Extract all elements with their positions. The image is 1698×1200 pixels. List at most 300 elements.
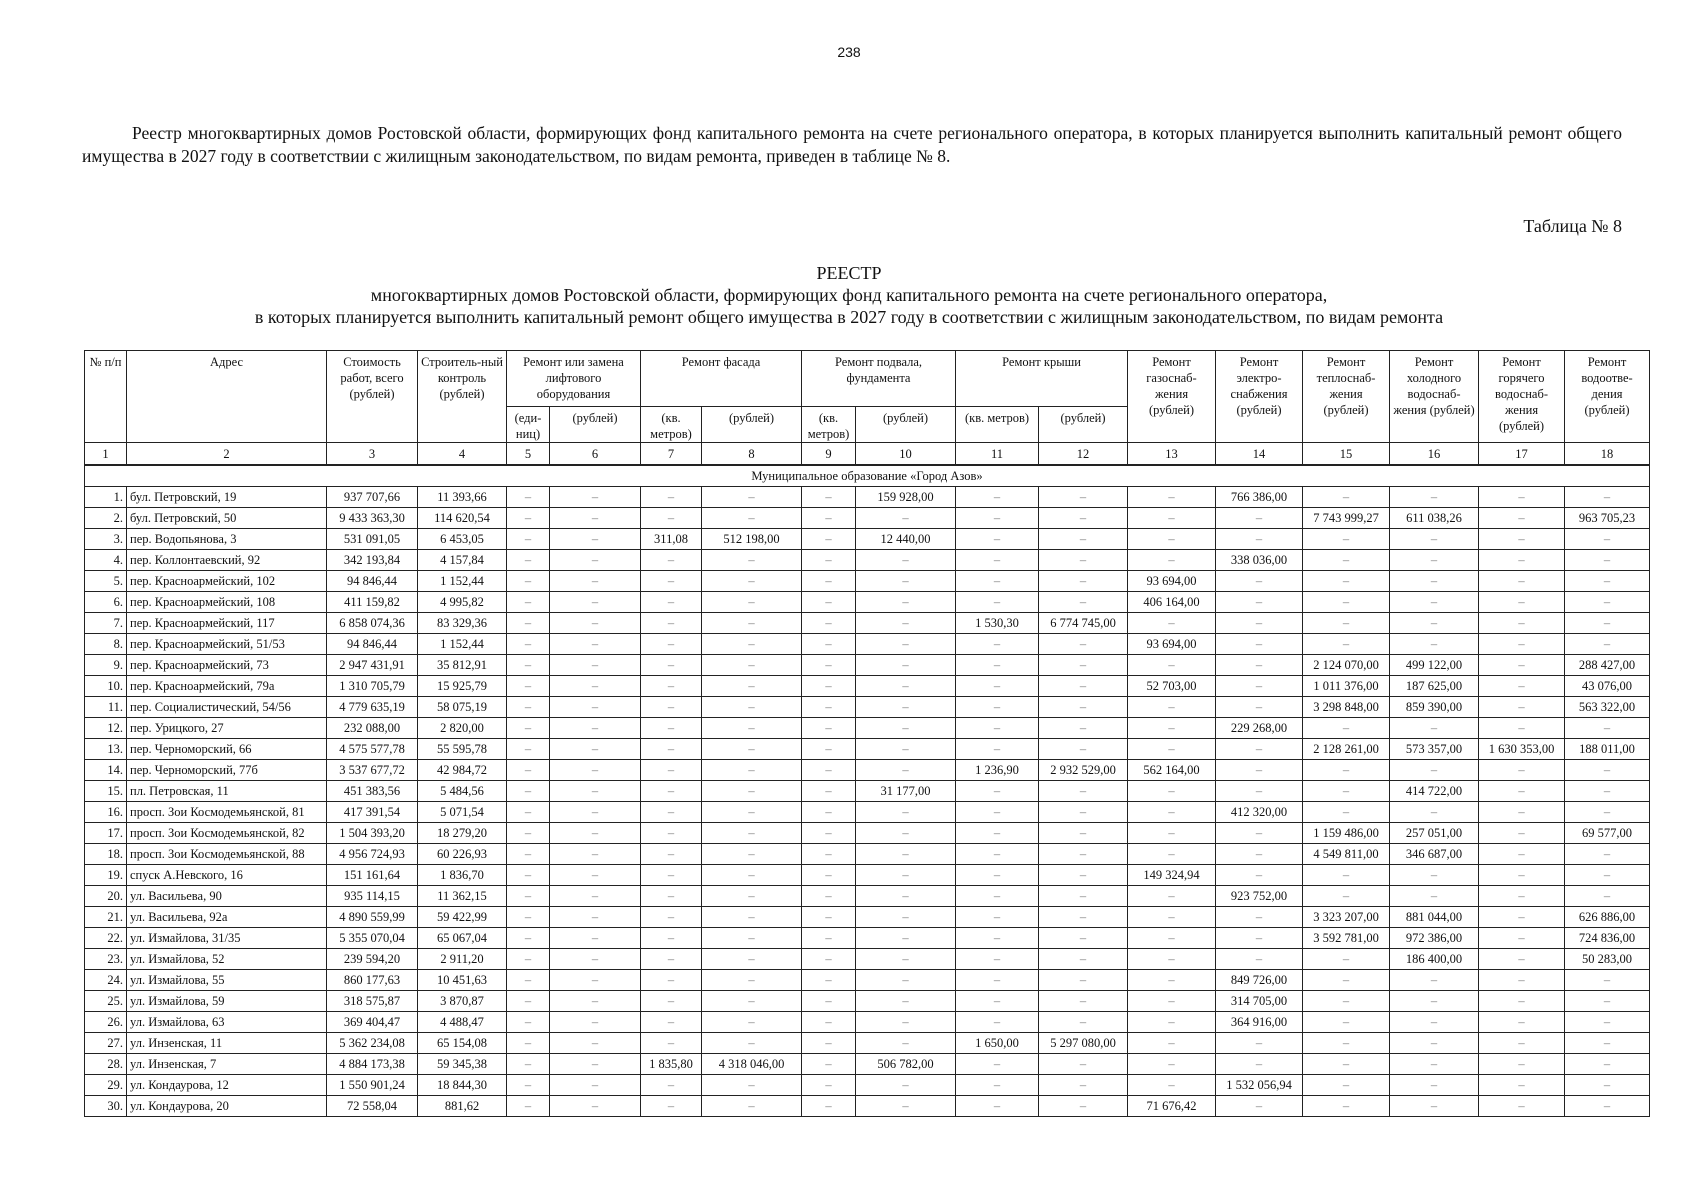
- value-cell: –: [1565, 613, 1650, 634]
- value-cell: 311,08: [641, 529, 702, 550]
- table-row: [85, 1075, 1650, 1096]
- value-cell: –: [702, 802, 802, 823]
- value-cell: –: [1128, 1033, 1216, 1054]
- value-cell: 5 362 234,08: [327, 1033, 418, 1054]
- value-cell: –: [1039, 823, 1128, 844]
- value-cell: –: [856, 949, 956, 970]
- table-row: [85, 718, 1650, 739]
- value-cell: –: [1303, 865, 1390, 886]
- value-cell: –: [550, 739, 641, 760]
- value-cell: –: [507, 823, 550, 844]
- value-cell: 2 911,20: [418, 949, 507, 970]
- value-cell: –: [702, 991, 802, 1012]
- value-cell: –: [1216, 781, 1303, 802]
- value-cell: –: [802, 949, 856, 970]
- value-cell: 318 575,87: [327, 991, 418, 1012]
- column-number: 15: [1303, 443, 1390, 466]
- value-cell: –: [702, 550, 802, 571]
- value-cell: –: [1039, 865, 1128, 886]
- value-cell: –: [1303, 571, 1390, 592]
- value-cell: –: [802, 1096, 856, 1117]
- value-cell: –: [1303, 634, 1390, 655]
- address-cell: ул. Инзенская, 7: [127, 1054, 327, 1075]
- header-roof-m: (кв. метров): [956, 407, 1039, 443]
- value-cell: 257 051,00: [1390, 823, 1479, 844]
- value-cell: –: [1565, 1096, 1650, 1117]
- table-row: [85, 865, 1650, 886]
- page-number: 238: [837, 44, 861, 60]
- value-cell: –: [802, 823, 856, 844]
- value-cell: –: [641, 1012, 702, 1033]
- registry-table-wrapper: [84, 350, 1650, 1117]
- address-cell: ул. Измайлова, 55: [127, 970, 327, 991]
- value-cell: –: [1565, 1033, 1650, 1054]
- value-cell: 4 890 559,99: [327, 907, 418, 928]
- value-cell: –: [956, 949, 1039, 970]
- value-cell: –: [1479, 1033, 1565, 1054]
- value-cell: –: [1039, 949, 1128, 970]
- value-cell: –: [550, 844, 641, 865]
- value-cell: –: [1479, 844, 1565, 865]
- value-cell: –: [641, 1075, 702, 1096]
- value-cell: –: [1303, 970, 1390, 991]
- value-cell: –: [956, 928, 1039, 949]
- value-cell: –: [550, 613, 641, 634]
- value-cell: 60 226,93: [418, 844, 507, 865]
- value-cell: –: [1565, 1054, 1650, 1075]
- value-cell: –: [1303, 487, 1390, 508]
- value-cell: –: [1128, 508, 1216, 529]
- row-number-cell: 18.: [85, 844, 127, 865]
- value-cell: 3 537 677,72: [327, 760, 418, 781]
- value-cell: 417 391,54: [327, 802, 418, 823]
- value-cell: –: [956, 844, 1039, 865]
- value-cell: –: [1565, 550, 1650, 571]
- value-cell: –: [1303, 550, 1390, 571]
- value-cell: 6 453,05: [418, 529, 507, 550]
- value-cell: 55 595,78: [418, 739, 507, 760]
- value-cell: –: [956, 571, 1039, 592]
- row-number-cell: 26.: [85, 1012, 127, 1033]
- value-cell: –: [1128, 970, 1216, 991]
- section-title: Муниципальное образование «Город Азов»: [85, 465, 1650, 487]
- value-cell: –: [1565, 718, 1650, 739]
- value-cell: 2 947 431,91: [327, 655, 418, 676]
- value-cell: 58 075,19: [418, 697, 507, 718]
- value-cell: 937 707,66: [327, 487, 418, 508]
- value-cell: 1 550 901,24: [327, 1075, 418, 1096]
- value-cell: –: [856, 697, 956, 718]
- row-number-cell: 20.: [85, 886, 127, 907]
- value-cell: –: [1128, 781, 1216, 802]
- row-number-cell: 17.: [85, 823, 127, 844]
- value-cell: –: [507, 844, 550, 865]
- value-cell: –: [1128, 718, 1216, 739]
- row-number-cell: 30.: [85, 1096, 127, 1117]
- value-cell: –: [1479, 991, 1565, 1012]
- value-cell: –: [1565, 760, 1650, 781]
- value-cell: –: [802, 613, 856, 634]
- value-cell: –: [507, 886, 550, 907]
- table-row: [85, 907, 1650, 928]
- value-cell: –: [641, 634, 702, 655]
- value-cell: –: [1565, 634, 1650, 655]
- address-cell: просп. Зои Космодемьянской, 82: [127, 823, 327, 844]
- value-cell: –: [1039, 928, 1128, 949]
- value-cell: –: [856, 1075, 956, 1096]
- value-cell: 1 152,44: [418, 634, 507, 655]
- value-cell: 849 726,00: [1216, 970, 1303, 991]
- value-cell: –: [550, 949, 641, 970]
- value-cell: –: [1039, 508, 1128, 529]
- value-cell: –: [550, 1096, 641, 1117]
- value-cell: 229 268,00: [1216, 718, 1303, 739]
- value-cell: –: [507, 970, 550, 991]
- value-cell: 59 345,38: [418, 1054, 507, 1075]
- value-cell: –: [550, 718, 641, 739]
- value-cell: –: [702, 844, 802, 865]
- value-cell: 18 844,30: [418, 1075, 507, 1096]
- value-cell: –: [507, 1012, 550, 1033]
- value-cell: 4 157,84: [418, 550, 507, 571]
- value-cell: –: [956, 634, 1039, 655]
- value-cell: –: [1128, 655, 1216, 676]
- registry-table: [84, 350, 1650, 1117]
- value-cell: –: [1039, 907, 1128, 928]
- value-cell: –: [550, 508, 641, 529]
- column-number: 11: [956, 443, 1039, 466]
- value-cell: –: [802, 1012, 856, 1033]
- table-row: [85, 781, 1650, 802]
- value-cell: –: [802, 928, 856, 949]
- value-cell: –: [802, 886, 856, 907]
- value-cell: 611 038,26: [1390, 508, 1479, 529]
- column-number: 4: [418, 443, 507, 466]
- value-cell: –: [1390, 592, 1479, 613]
- column-number: 9: [802, 443, 856, 466]
- value-cell: 1 236,90: [956, 760, 1039, 781]
- value-cell: –: [1479, 1012, 1565, 1033]
- value-cell: –: [856, 592, 956, 613]
- value-cell: –: [550, 907, 641, 928]
- value-cell: –: [1303, 802, 1390, 823]
- value-cell: –: [1128, 697, 1216, 718]
- address-cell: просп. Зои Космодемьянской, 81: [127, 802, 327, 823]
- value-cell: –: [641, 571, 702, 592]
- value-cell: –: [1303, 1033, 1390, 1054]
- value-cell: –: [702, 592, 802, 613]
- column-number: 1: [85, 443, 127, 466]
- value-cell: –: [550, 676, 641, 697]
- value-cell: –: [641, 886, 702, 907]
- value-cell: 963 705,23: [1565, 508, 1650, 529]
- value-cell: –: [550, 529, 641, 550]
- value-cell: –: [956, 1096, 1039, 1117]
- value-cell: –: [802, 760, 856, 781]
- value-cell: –: [802, 1075, 856, 1096]
- row-number-cell: 2.: [85, 508, 127, 529]
- column-number: 7: [641, 443, 702, 466]
- value-cell: –: [641, 907, 702, 928]
- value-cell: –: [1128, 487, 1216, 508]
- column-number: 10: [856, 443, 956, 466]
- table-label: Таблица № 8: [1523, 216, 1622, 236]
- value-cell: –: [641, 991, 702, 1012]
- value-cell: 3 870,87: [418, 991, 507, 1012]
- value-cell: –: [702, 634, 802, 655]
- value-cell: –: [702, 781, 802, 802]
- value-cell: –: [1128, 613, 1216, 634]
- registry-title-line2: многоквартирных домов Ростовской области, формирующих фонд капитального ремонта на счете регионального оператора,: [370, 285, 1328, 305]
- value-cell: –: [550, 1033, 641, 1054]
- value-cell: –: [956, 970, 1039, 991]
- table-row: [85, 1012, 1650, 1033]
- table-row: [85, 655, 1650, 676]
- table-row: [85, 949, 1650, 970]
- value-cell: –: [702, 676, 802, 697]
- value-cell: 1 532 056,94: [1216, 1075, 1303, 1096]
- value-cell: –: [641, 508, 702, 529]
- value-cell: –: [1479, 634, 1565, 655]
- value-cell: –: [956, 802, 1039, 823]
- value-cell: –: [1390, 1075, 1479, 1096]
- value-cell: 573 357,00: [1390, 739, 1479, 760]
- value-cell: –: [856, 1033, 956, 1054]
- value-cell: –: [1128, 991, 1216, 1012]
- value-cell: –: [550, 781, 641, 802]
- row-number-cell: 3.: [85, 529, 127, 550]
- value-cell: –: [1565, 592, 1650, 613]
- value-cell: –: [1303, 613, 1390, 634]
- value-cell: –: [856, 928, 956, 949]
- header-gas: Ремонт газоснаб-жения (рублей): [1128, 351, 1216, 443]
- header-basement-rub: (рублей): [856, 407, 956, 443]
- value-cell: –: [1128, 844, 1216, 865]
- value-cell: –: [1216, 907, 1303, 928]
- value-cell: –: [1479, 802, 1565, 823]
- value-cell: –: [641, 676, 702, 697]
- row-number-cell: 4.: [85, 550, 127, 571]
- value-cell: –: [1216, 760, 1303, 781]
- value-cell: –: [550, 823, 641, 844]
- value-cell: 59 422,99: [418, 907, 507, 928]
- value-cell: –: [802, 1054, 856, 1075]
- value-cell: –: [507, 760, 550, 781]
- value-cell: 881 044,00: [1390, 907, 1479, 928]
- value-cell: 65 067,04: [418, 928, 507, 949]
- value-cell: –: [1565, 487, 1650, 508]
- value-cell: –: [802, 907, 856, 928]
- address-cell: ул. Измайлова, 52: [127, 949, 327, 970]
- value-cell: –: [1390, 529, 1479, 550]
- value-cell: –: [1479, 823, 1565, 844]
- value-cell: –: [956, 676, 1039, 697]
- value-cell: –: [1390, 886, 1479, 907]
- value-cell: –: [1479, 592, 1565, 613]
- value-cell: 314 705,00: [1216, 991, 1303, 1012]
- table-row: [85, 1033, 1650, 1054]
- row-number-cell: 25.: [85, 991, 127, 1012]
- column-number: 17: [1479, 443, 1565, 466]
- value-cell: –: [1039, 697, 1128, 718]
- header-lift: Ремонт или замена лифтового оборудования: [507, 351, 641, 407]
- value-cell: –: [1039, 592, 1128, 613]
- value-cell: –: [1039, 634, 1128, 655]
- value-cell: 626 886,00: [1565, 907, 1650, 928]
- row-number-cell: 1.: [85, 487, 127, 508]
- value-cell: –: [641, 970, 702, 991]
- address-cell: пер. Красноармейский, 117: [127, 613, 327, 634]
- value-cell: –: [856, 1096, 956, 1117]
- address-cell: пер. Красноармейский, 51/53: [127, 634, 327, 655]
- row-number-cell: 6.: [85, 592, 127, 613]
- value-cell: –: [1479, 487, 1565, 508]
- header-facade-rub: (рублей): [702, 407, 802, 443]
- value-cell: 499 122,00: [1390, 655, 1479, 676]
- header-electric: Ремонт электро-снабжения (рублей): [1216, 351, 1303, 443]
- value-cell: 1 650,00: [956, 1033, 1039, 1054]
- address-cell: пер. Красноармейский, 108: [127, 592, 327, 613]
- value-cell: –: [1565, 1012, 1650, 1033]
- value-cell: –: [1216, 928, 1303, 949]
- value-cell: –: [641, 655, 702, 676]
- value-cell: –: [641, 865, 702, 886]
- value-cell: –: [507, 781, 550, 802]
- value-cell: –: [702, 865, 802, 886]
- value-cell: 506 782,00: [856, 1054, 956, 1075]
- row-number-cell: 11.: [85, 697, 127, 718]
- value-cell: –: [802, 508, 856, 529]
- value-cell: –: [507, 1075, 550, 1096]
- column-number: 12: [1039, 443, 1128, 466]
- table-row: [85, 508, 1650, 529]
- value-cell: –: [1128, 949, 1216, 970]
- value-cell: 232 088,00: [327, 718, 418, 739]
- value-cell: –: [507, 592, 550, 613]
- value-cell: –: [702, 1075, 802, 1096]
- value-cell: 11 362,15: [418, 886, 507, 907]
- value-cell: 7 743 999,27: [1303, 508, 1390, 529]
- value-cell: –: [1216, 655, 1303, 676]
- value-cell: –: [702, 487, 802, 508]
- value-cell: –: [1479, 865, 1565, 886]
- value-cell: –: [1479, 676, 1565, 697]
- address-cell: ул. Измайлова, 31/35: [127, 928, 327, 949]
- value-cell: –: [507, 634, 550, 655]
- address-cell: спуск А.Невского, 16: [127, 865, 327, 886]
- value-cell: –: [1390, 760, 1479, 781]
- value-cell: –: [641, 823, 702, 844]
- table-row: [85, 550, 1650, 571]
- value-cell: –: [507, 949, 550, 970]
- value-cell: –: [550, 760, 641, 781]
- value-cell: –: [1216, 613, 1303, 634]
- value-cell: –: [1039, 781, 1128, 802]
- value-cell: 2 124 070,00: [1303, 655, 1390, 676]
- value-cell: –: [702, 613, 802, 634]
- value-cell: –: [550, 1054, 641, 1075]
- value-cell: –: [802, 865, 856, 886]
- value-cell: –: [956, 529, 1039, 550]
- value-cell: –: [1039, 844, 1128, 865]
- header-heat: Ремонт теплоснаб-жения (рублей): [1303, 351, 1390, 443]
- value-cell: 923 752,00: [1216, 886, 1303, 907]
- value-cell: –: [1479, 1075, 1565, 1096]
- value-cell: 9 433 363,30: [327, 508, 418, 529]
- value-cell: 1 630 353,00: [1479, 739, 1565, 760]
- value-cell: –: [641, 928, 702, 949]
- value-cell: 69 577,00: [1565, 823, 1650, 844]
- value-cell: –: [1039, 970, 1128, 991]
- table-row: [85, 928, 1650, 949]
- value-cell: 11 393,66: [418, 487, 507, 508]
- row-number-cell: 8.: [85, 634, 127, 655]
- column-number: 8: [702, 443, 802, 466]
- value-cell: –: [1039, 529, 1128, 550]
- value-cell: –: [1216, 949, 1303, 970]
- value-cell: –: [702, 1096, 802, 1117]
- value-cell: –: [956, 823, 1039, 844]
- table-row: [85, 529, 1650, 550]
- value-cell: –: [702, 907, 802, 928]
- row-number-cell: 12.: [85, 718, 127, 739]
- value-cell: –: [1303, 1054, 1390, 1075]
- value-cell: –: [956, 907, 1039, 928]
- value-cell: –: [550, 802, 641, 823]
- value-cell: –: [1216, 592, 1303, 613]
- value-cell: –: [702, 571, 802, 592]
- address-cell: пер. Красноармейский, 102: [127, 571, 327, 592]
- table-row: [85, 592, 1650, 613]
- value-cell: –: [641, 781, 702, 802]
- value-cell: –: [641, 550, 702, 571]
- column-number: 16: [1390, 443, 1479, 466]
- value-cell: 93 694,00: [1128, 571, 1216, 592]
- value-cell: –: [802, 550, 856, 571]
- row-number-cell: 24.: [85, 970, 127, 991]
- value-cell: 406 164,00: [1128, 592, 1216, 613]
- value-cell: –: [1390, 802, 1479, 823]
- value-cell: –: [1479, 529, 1565, 550]
- value-cell: 5 484,56: [418, 781, 507, 802]
- value-cell: –: [507, 865, 550, 886]
- value-cell: 4 956 724,93: [327, 844, 418, 865]
- address-cell: ул. Васильева, 90: [127, 886, 327, 907]
- value-cell: –: [550, 592, 641, 613]
- value-cell: –: [507, 1033, 550, 1054]
- value-cell: 4 575 577,78: [327, 739, 418, 760]
- address-cell: бул. Петровский, 50: [127, 508, 327, 529]
- value-cell: –: [550, 634, 641, 655]
- address-cell: ул. Кондаурова, 12: [127, 1075, 327, 1096]
- value-cell: –: [802, 802, 856, 823]
- value-cell: –: [856, 655, 956, 676]
- table-row: [85, 634, 1650, 655]
- value-cell: –: [550, 991, 641, 1012]
- header-roof-rub: (рублей): [1039, 407, 1128, 443]
- value-cell: 10 451,63: [418, 970, 507, 991]
- value-cell: 151 161,64: [327, 865, 418, 886]
- value-cell: 411 159,82: [327, 592, 418, 613]
- table-row: [85, 886, 1650, 907]
- value-cell: –: [1565, 781, 1650, 802]
- value-cell: 451 383,56: [327, 781, 418, 802]
- value-cell: –: [702, 760, 802, 781]
- table-row: [85, 697, 1650, 718]
- value-cell: –: [856, 844, 956, 865]
- value-cell: –: [550, 865, 641, 886]
- value-cell: 71 676,42: [1128, 1096, 1216, 1117]
